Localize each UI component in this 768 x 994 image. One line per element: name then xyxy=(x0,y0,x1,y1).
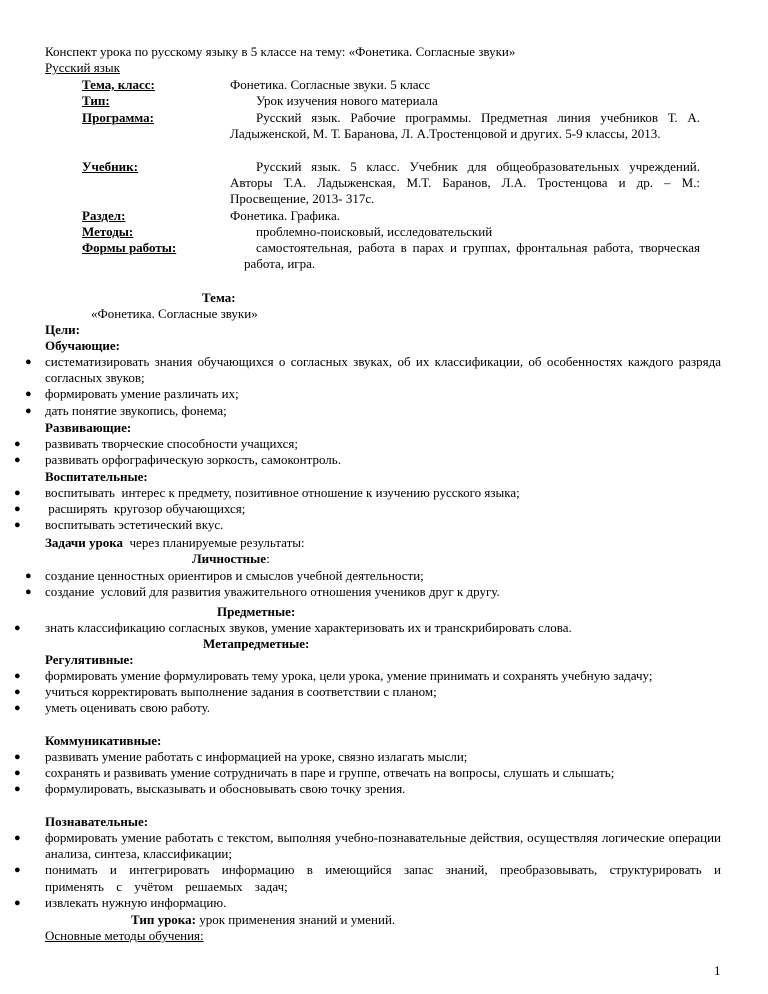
developing-heading: Развивающие: xyxy=(45,420,132,435)
bullet-icon: ● xyxy=(25,356,32,368)
personal-heading: Личностные xyxy=(192,551,267,566)
list-item: ● понимать и интегрировать информацию в имеющийся запас знаний, преобразовывать, структурировать и применять с учётом решаемых задач; xyxy=(14,862,721,894)
theme-value: «Фонетика. Согласные звуки» xyxy=(91,306,258,321)
list-item: ● формулировать, высказывать и обосновывать свою точку зрения. xyxy=(14,781,406,797)
list-item: ● систематизировать знания обучающихся о согласных звуках, об их классификации, об особенностях каждого разряда согласных звуков; xyxy=(25,354,721,386)
methods-heading: Основные методы обучения: xyxy=(45,928,204,943)
list-item: ● знать классификацию согласных звуков, умение характеризовать их и транскрибировать слова. xyxy=(14,620,572,635)
list-item: ● сохранять и развивать умение сотрудничать в паре и группе, отвечать на вопросы, слушать и слышать; xyxy=(14,765,615,781)
list-item: ● уметь оценивать свою работу. xyxy=(14,700,211,716)
bullet-icon: ● xyxy=(14,622,21,634)
header-label-methods: Методы: xyxy=(82,224,134,239)
educating-list xyxy=(0,485,768,534)
list-item: ● формировать умение различать их; xyxy=(25,386,239,402)
bullet-icon: ● xyxy=(14,783,21,796)
theme-heading: Тема: xyxy=(202,290,236,305)
header-label-program: Программа: xyxy=(82,110,154,125)
subject-results-heading: Предметные: xyxy=(217,604,296,619)
list-item: ● учиться корректировать выполнение задания в соответствии с планом; xyxy=(14,684,437,700)
developing-list xyxy=(0,436,768,468)
list-item: ● дать понятие звукопись, фонема; xyxy=(25,402,227,418)
bullet-icon: ● xyxy=(14,438,21,450)
cognitive-list xyxy=(0,830,768,911)
header-value-program: Русский язык. Рабочие программы. Предметная линия учебников Т. А. Ладыженской, М. Т. Баранова, Л. А.Тростенцовой и других. 5-9 классы, 2013. xyxy=(230,110,700,142)
bullet-icon: ● xyxy=(14,487,21,499)
subject-results-list xyxy=(0,620,768,636)
list-item: ● извлекать нужную информацию. xyxy=(14,894,227,910)
header-label-section: Раздел: xyxy=(82,208,126,223)
header-label-type: Тип: xyxy=(82,93,110,108)
document-title: Конспект урока по русскому языку в 5 классе на тему: «Фонетика. Согласные звуки» xyxy=(45,44,516,59)
header-label-forms: Формы работы: xyxy=(82,240,177,255)
cognitive-heading: Познавательные: xyxy=(45,814,149,829)
communicative-list xyxy=(0,749,768,798)
bullet-icon: ● xyxy=(14,454,21,467)
bullet-icon: ● xyxy=(14,864,21,877)
bullet-icon: ● xyxy=(25,586,32,599)
header-value-section: Фонетика. Графика. xyxy=(230,208,341,223)
list-item: ● расширять кругозор обучающихся; xyxy=(14,501,246,517)
bullet-icon: ● xyxy=(14,896,21,909)
bullet-icon: ● xyxy=(14,832,21,844)
subject-label: Русский язык xyxy=(45,60,120,75)
bullet-icon: ● xyxy=(14,686,21,699)
bullet-icon: ● xyxy=(14,767,21,780)
regulatory-heading: Регулятивные: xyxy=(45,652,134,667)
list-item: ● воспитывать эстетический вкус. xyxy=(14,517,224,533)
lesson-type-value: урок применения знаний и умений. xyxy=(195,912,396,927)
header-value-theme: Фонетика. Согласные звуки. 5 класс xyxy=(230,77,431,92)
list-item: ● формировать умение работать с текстом, выполняя учебно-познавательные действия, осуществляя логические операции анализа, синтеза, классификации; xyxy=(14,830,721,862)
educating-heading: Воспитательные: xyxy=(45,469,148,484)
regulatory-list xyxy=(0,668,768,717)
lesson-type-line xyxy=(131,912,395,928)
bullet-icon: ● xyxy=(14,519,21,532)
bullet-icon: ● xyxy=(14,702,21,715)
list-item: ● воспитывать интерес к предмету, позитивное отношение к изучению русского языка; xyxy=(14,485,520,500)
header-value-type: Урок изучения нового материала xyxy=(256,93,438,108)
list-item: ● создание ценностных ориентиров и смыслов учебной деятельности; xyxy=(25,568,424,583)
bullet-icon: ● xyxy=(25,570,32,582)
meta-heading: Метапредметные: xyxy=(203,636,310,651)
tasks-heading: Задачи урока xyxy=(45,535,124,550)
goals-heading: Цели: xyxy=(45,322,80,337)
bullet-icon: ● xyxy=(25,404,32,417)
header-value-textbook: Русский язык. 5 класс. Учебник для общеобразовательных учреждений. Авторы Т.А. Ладыженская, М.Т. Баранов, Л.А. Тростенцова и др. – М.: Просвещение, 2013- 317с. xyxy=(230,159,700,207)
personal-list xyxy=(0,568,768,600)
personal-heading-line: Личностные: xyxy=(192,551,270,566)
bullet-icon: ● xyxy=(14,751,21,763)
header-value-methods: проблемно-поисковый, исследовательский xyxy=(256,224,493,239)
header-value-forms: самостоятельная, работа в парах и группах, фронтальная работа, творческая работа, игра. xyxy=(244,240,700,272)
bullet-icon: ● xyxy=(14,670,21,682)
header-label-textbook: Учебник: xyxy=(82,159,138,174)
teaching-heading: Обучающие: xyxy=(45,338,120,353)
list-item: ● развивать творческие способности учащихся; xyxy=(14,436,298,451)
communicative-heading: Коммуникативные: xyxy=(45,733,162,748)
page-number: 1 xyxy=(714,963,721,978)
teaching-list xyxy=(0,354,768,419)
tasks-line xyxy=(45,535,305,551)
bullet-icon: ● xyxy=(25,388,32,401)
list-item: ● формировать умение формулировать тему урока, цели урока, умение принимать и сохранять учебную задачу; xyxy=(14,668,653,683)
lesson-type-label: Тип урока: xyxy=(131,912,196,927)
list-item: ● развивать орфографическую зоркость, самоконтроль. xyxy=(14,452,341,468)
bullet-icon: ● xyxy=(14,503,21,516)
tasks-rest: через планируемые результаты: xyxy=(123,535,305,550)
header-label-theme: Тема, класс: xyxy=(82,77,155,92)
list-item: ● создание условий для развития уважительного отношения учеников друг к другу. xyxy=(25,584,500,600)
list-item: ● развивать умение работать с информацией на уроке, связно излагать мысли; xyxy=(14,749,468,764)
